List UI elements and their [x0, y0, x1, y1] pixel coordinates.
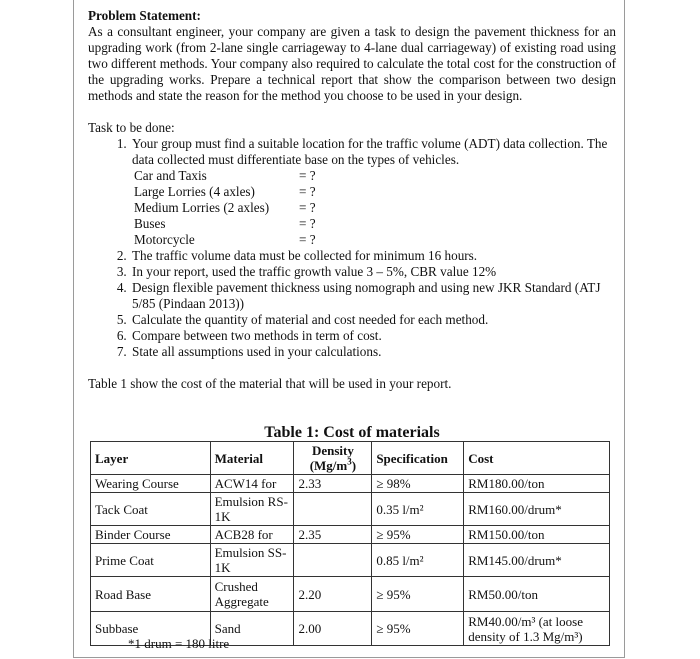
cell-density: 2.00 [294, 612, 372, 646]
cell-layer: Prime Coat [91, 544, 211, 577]
cell-layer: Wearing Course [91, 475, 211, 493]
cell-material: Sand [210, 612, 294, 646]
cell-spec: ≥ 98% [372, 475, 464, 493]
table-row [91, 544, 610, 577]
vehicle-name: Medium Lorries (2 axles) [134, 200, 270, 215]
cell-layer: Tack Coat [91, 493, 211, 526]
vehicle-name: Car and Taxis [134, 168, 207, 183]
table-row [91, 526, 610, 544]
cell-density: 2.35 [294, 526, 372, 544]
cell-cost: RM145.00/drum* [464, 544, 610, 577]
vehicle-value: = ? [299, 232, 316, 247]
task-item: 6. Compare between two methods in term of cost. [130, 328, 616, 344]
task-item: 7. State all assumptions used in your calculations. [130, 344, 616, 360]
cell-density [294, 493, 372, 526]
table-header-row [91, 442, 610, 475]
task-item [130, 136, 616, 248]
document-body [88, 8, 616, 392]
header-density: Density $(Mg/m^3)$ [294, 442, 372, 475]
cell-density: 2.33 [294, 475, 372, 493]
cell-spec: ≥ 95% [372, 526, 464, 544]
header-layer: Layer [91, 442, 211, 475]
task-item: 4. Design flexible pavement thickness using nomograph and using new JKR Standard (ATJ 5/85 (Pindaan 2013)) [130, 280, 616, 312]
vehicle-row [132, 168, 616, 184]
vehicle-value: = ? [299, 216, 316, 231]
cell-cost: RM50.00/ton [464, 577, 610, 612]
cell-spec: 0.35 l/m² [372, 493, 464, 526]
vehicle-row [132, 200, 616, 216]
vehicle-name: Motorcycle [134, 232, 195, 247]
vehicle-row [132, 184, 616, 200]
task-text: Your group must find a suitable location for the traffic volume (ADT) data collection. The data collected must differentiate base on the types of vehicles. [132, 136, 608, 167]
task-item: 3. In your report, used the traffic growth value 3 – 5%, CBR value 12% [130, 264, 616, 280]
task-item: 2. The traffic volume data must be collected for minimum 16 hours. [130, 248, 616, 264]
table-row [91, 475, 610, 493]
table-intro: Table 1 show the cost of the material that will be used in your report. [88, 376, 452, 391]
vehicle-value: = ? [299, 168, 316, 183]
table-caption: Table 1: Cost of materials [264, 424, 440, 441]
cell-material: Emulsion SS-1K [210, 544, 294, 577]
materials-table [90, 441, 610, 646]
cell-cost: RM40.00/m³ (at loose density of 1.3 Mg/m³) [464, 612, 610, 646]
task-list [88, 136, 616, 360]
cell-cost: RM160.00/drum* [464, 493, 610, 526]
header-material: Material [210, 442, 294, 475]
problem-text: As a consultant engineer, your company are given a task to design the pavement thickness for an upgrading work (from 2-lane single carriageway to 4-lane dual carriageway) of existing road using two different methods. Your company also required to calculate the total cost for the construction of the upgrading works. Prepare a technical report that show the comparison between two design methods and state the reason for the method you choose to be used in your design. [88, 24, 616, 103]
task-item: 5. Calculate the quantity of material and cost needed for each method. [130, 312, 616, 328]
cell-spec: ≥ 95% [372, 577, 464, 612]
cell-layer: Road Base [91, 577, 211, 612]
table-footnote: *1 drum = 180 litre [128, 636, 230, 651]
cell-density: 2.20 [294, 577, 372, 612]
cell-cost: RM150.00/ton [464, 526, 610, 544]
cell-material: ACW14 for [210, 475, 294, 493]
cell-material: Crushed Aggregate [210, 577, 294, 612]
table-row [91, 493, 610, 526]
problem-heading: Problem Statement: [88, 8, 201, 23]
cell-layer: Binder Course [91, 526, 211, 544]
table-row [91, 577, 610, 612]
vehicle-value: = ? [299, 184, 316, 199]
tasks-heading: Task to be done: [88, 120, 175, 135]
cell-density [294, 544, 372, 577]
vehicle-row [132, 216, 616, 232]
cell-cost: RM180.00/ton [464, 475, 610, 493]
cell-spec: ≥ 95% [372, 612, 464, 646]
header-cost: Cost [464, 442, 610, 475]
vehicle-list [132, 168, 616, 248]
vehicle-value: = ? [299, 200, 316, 215]
cell-spec: 0.85 l/m² [372, 544, 464, 577]
header-spec: Specification [372, 442, 464, 475]
vehicle-name: Buses [134, 216, 166, 231]
vehicle-name: Large Lorries (4 axles) [134, 184, 255, 199]
vehicle-row [132, 232, 616, 248]
cell-material: Emulsion RS-1K [210, 493, 294, 526]
cell-material: ACB28 for [210, 526, 294, 544]
cell-layer: Subbase [91, 612, 211, 646]
